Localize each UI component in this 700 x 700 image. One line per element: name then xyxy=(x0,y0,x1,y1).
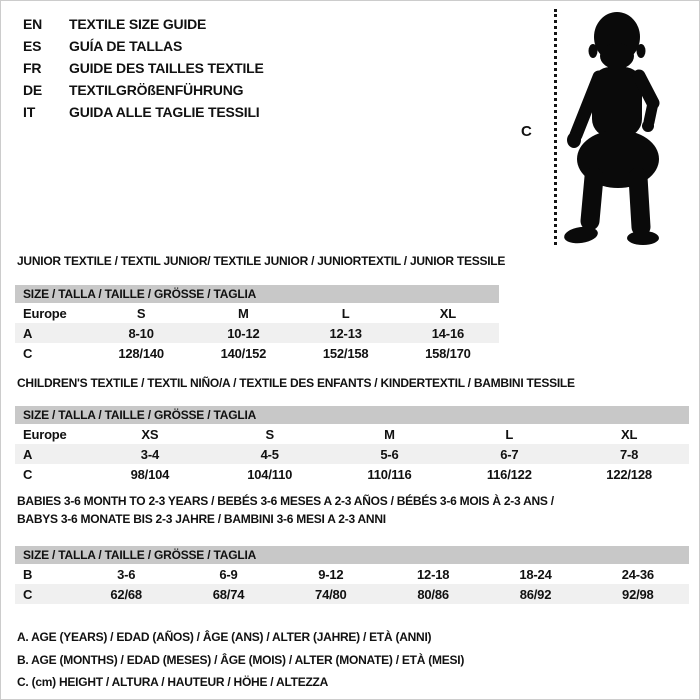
table-row xyxy=(15,444,689,464)
value-cell: 12-18 xyxy=(417,566,450,582)
value-cell: L xyxy=(505,426,514,442)
row-label-cell: Europe xyxy=(23,305,67,321)
value-cell: 80/86 xyxy=(382,584,484,604)
value-cell: 6-7 xyxy=(449,444,569,464)
value-cell: 12-13 xyxy=(295,323,397,343)
value-cell: 62/68 xyxy=(75,584,177,604)
value-cell: 74/80 xyxy=(280,584,382,604)
language-code: ES xyxy=(23,38,42,54)
language-label: TEXTILE SIZE GUIDE xyxy=(69,16,207,32)
row-label-cell: A xyxy=(15,444,90,464)
value-cell: 4-5 xyxy=(210,444,330,464)
value-cell: 24-36 xyxy=(621,566,654,582)
legend-line: C. (cm) HEIGHT / ALTURA / HAUTEUR / HÖHE / ALTEZZA xyxy=(17,675,329,689)
height-measure-label: C xyxy=(521,123,532,140)
value-cell: 3-4 xyxy=(90,444,210,464)
value-cell: 152/158 xyxy=(322,345,369,361)
value-cell: 122/128 xyxy=(606,466,652,482)
table-header-cell: SIZE / TALLA / TAILLE / GRÖSSE / TAGLIA xyxy=(15,546,689,564)
section-title-children xyxy=(17,374,689,392)
value-cell: 68/74 xyxy=(177,584,279,604)
language-label: GUIDA ALLE TAGLIE TESSILI xyxy=(69,104,260,120)
section-title-line: BABIES 3-6 MONTH TO 2-3 YEARS / BEBÉS 3-6 MESES A 2-3 AÑOS / BÉBÉS 3-6 MOIS À 2-3 ANS / xyxy=(17,494,554,508)
value-cell: XL xyxy=(620,426,638,442)
table-row xyxy=(15,564,689,584)
value-cell: 128/140 xyxy=(118,345,164,361)
table-row xyxy=(15,464,689,484)
section-title-line: CHILDREN'S TEXTILE / TEXTIL NIÑO/A / TEXTILE DES ENFANTS / KINDERTEXTIL / BAMBINI TESSILE xyxy=(17,376,575,390)
language-row xyxy=(23,79,264,101)
table-row xyxy=(15,343,499,363)
table-header-row xyxy=(15,406,689,424)
value-cell: L xyxy=(341,305,350,321)
value-cell: M xyxy=(384,426,395,442)
value-cell: 5-6 xyxy=(330,444,450,464)
language-label: GUIDE DES TAILLES TEXTILE xyxy=(69,60,264,76)
language-row xyxy=(23,13,264,35)
value-cell: XL xyxy=(439,305,456,321)
row-label-cell: Europe xyxy=(23,426,67,442)
value-cell: S xyxy=(265,426,274,442)
height-measure-line xyxy=(554,9,557,245)
value-cell: 6-9 xyxy=(219,566,238,582)
table-row xyxy=(15,424,689,444)
value-cell: 3-6 xyxy=(117,566,136,582)
language-row xyxy=(23,57,264,79)
language-label: GUÍA DE TALLAS xyxy=(69,38,183,54)
section-title-line: BABYS 3-6 MONATE BIS 2-3 JAHRE / BAMBINI 3-6 MESI A 2-3 ANNI xyxy=(17,512,386,526)
table-header-row xyxy=(15,285,499,303)
legend-line: A. AGE (YEARS) / EDAD (AÑOS) / ÂGE (ANS) / ALTER (JAHRE) / ETÀ (ANNI) xyxy=(17,630,432,644)
babies-size-table xyxy=(15,546,689,604)
section-title-junior xyxy=(17,252,506,270)
language-code: DE xyxy=(23,82,43,98)
size-legend xyxy=(17,630,464,698)
row-label-cell: A xyxy=(15,323,90,343)
row-label-cell: C xyxy=(23,345,33,361)
row-label-cell: C xyxy=(23,466,33,482)
language-row xyxy=(23,101,264,123)
table-header-cell: SIZE / TALLA / TAILLE / GRÖSSE / TAGLIA xyxy=(15,406,689,424)
legend-line: B. AGE (MONTHS) / EDAD (MESES) / ÂGE (MOIS) / ALTER (MONATE) / ETÀ (MESI) xyxy=(17,652,465,667)
value-cell: XS xyxy=(141,426,159,442)
table-row xyxy=(15,323,499,343)
junior-size-table xyxy=(15,285,499,363)
language-code: EN xyxy=(23,16,43,32)
table-header-row xyxy=(15,546,689,564)
value-cell: M xyxy=(238,305,249,321)
value-cell: 8-10 xyxy=(90,323,192,343)
value-cell: 86/92 xyxy=(484,584,586,604)
value-cell: 98/104 xyxy=(130,466,170,482)
language-list xyxy=(23,13,264,123)
value-cell: S xyxy=(136,305,146,321)
table-row xyxy=(15,584,689,604)
value-cell: 104/110 xyxy=(247,466,293,482)
language-row xyxy=(23,35,264,57)
section-junior-textile xyxy=(15,252,506,363)
value-cell: 140/152 xyxy=(220,345,267,361)
value-cell: 10-12 xyxy=(192,323,294,343)
value-cell: 7-8 xyxy=(569,444,689,464)
value-cell: 9-12 xyxy=(318,566,344,582)
toddler-silhouette-icon xyxy=(559,9,671,247)
value-cell: 14-16 xyxy=(397,323,499,343)
value-cell: 116/122 xyxy=(486,466,532,482)
value-cell: 18-24 xyxy=(519,566,552,582)
language-label: TEXTILGRÖßENFÜHRUNG xyxy=(69,82,244,98)
section-children-textile xyxy=(15,374,689,484)
section-title-babies xyxy=(17,492,689,528)
children-size-table xyxy=(15,406,689,484)
value-cell: 110/116 xyxy=(367,466,412,482)
value-cell: 92/98 xyxy=(587,584,689,604)
row-label-cell: C xyxy=(15,584,75,604)
language-code: FR xyxy=(23,60,42,76)
row-label-cell: B xyxy=(23,566,33,582)
table-header-cell: SIZE / TALLA / TAILLE / GRÖSSE / TAGLIA xyxy=(15,285,499,303)
section-babies-textile xyxy=(15,492,689,604)
table-row xyxy=(15,303,499,323)
value-cell: 158/170 xyxy=(425,345,471,361)
section-title-line: JUNIOR TEXTILE / TEXTIL JUNIOR/ TEXTILE JUNIOR / JUNIORTEXTIL / JUNIOR TESSILE xyxy=(17,254,506,268)
language-code: IT xyxy=(23,104,36,120)
